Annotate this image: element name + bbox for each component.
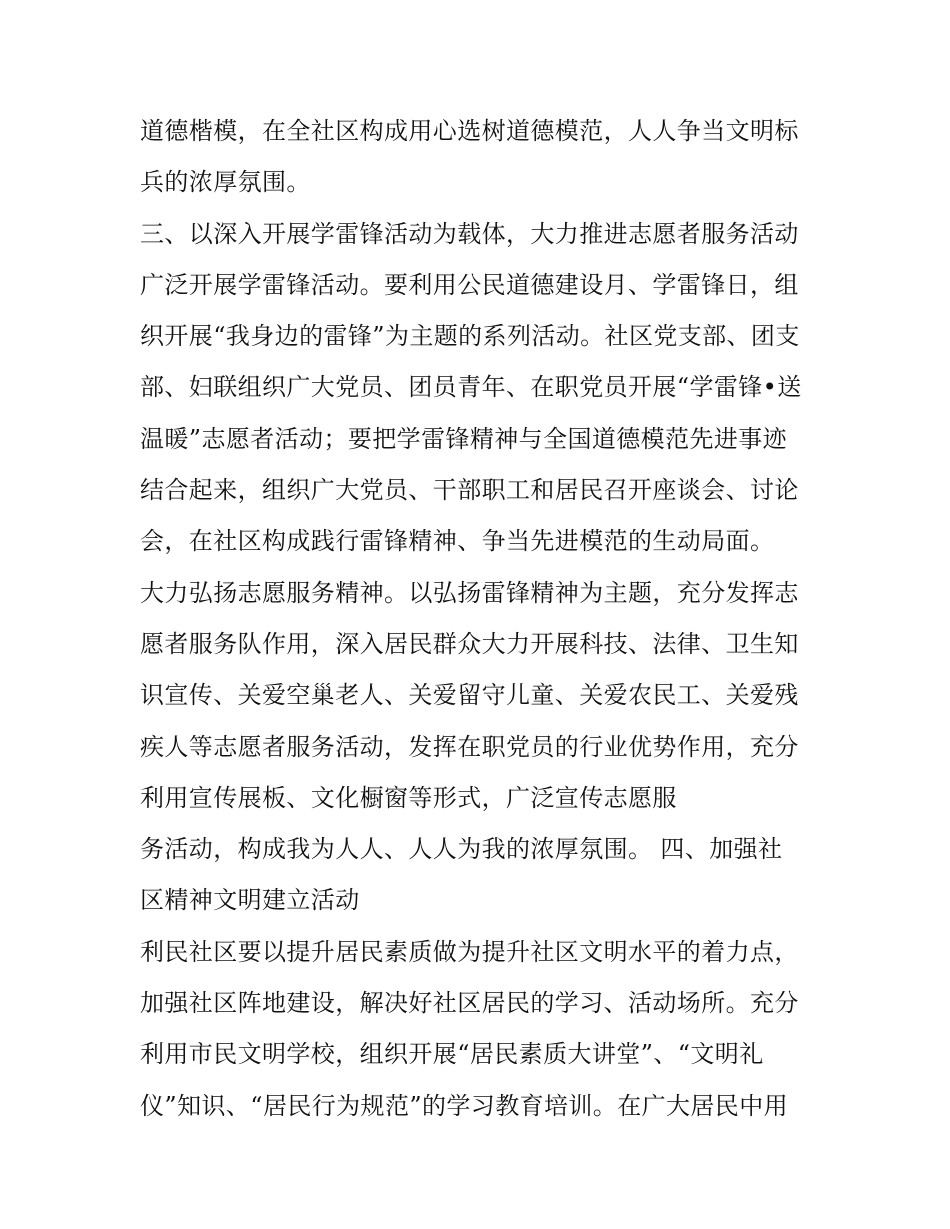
text-line-9: 会，在社区构成践行雷锋精神、争当先进模范的生动局面。	[140, 527, 775, 556]
text-line-20: 仪”知识、“居民行为规范”的学习教育培训。在广大居民中用	[140, 1091, 789, 1120]
text-line-13: 疾人等志愿者服务活动，发挥在职党员的行业优势作用，充分	[140, 732, 799, 761]
text-line-19: 利用市民文明学校，组织开展“居民素质大讲堂”、“文明礼	[140, 1040, 764, 1069]
text-line-18: 加强社区阵地建设，解决好社区居民的学习、活动场所。充分	[140, 989, 799, 1018]
text-line-11: 愿者服务队作用，深入居民群众大力开展科技、法律、卫生知	[140, 629, 799, 658]
section-heading-3: 三、以深入开展学雷锋活动为载体，大力推进志愿者服务活动	[140, 219, 799, 248]
text-line-1: 道德楷模，在全社区构成用心选树道德模范，人人争当文明标	[140, 117, 799, 145]
text-line-15: 务活动，构成我为人人、人人为我的浓厚氛围。 四、加强社	[140, 835, 783, 864]
text-line-12: 识宣传、关爱空巢老人、关爱留守儿童、关爱农民工、关爱残	[140, 681, 799, 710]
text-line-17: 利民社区要以提升居民素质做为提升社区文明水平的着力点，	[140, 937, 799, 966]
text-line-4: 广泛开展学雷锋活动。要利用公民道德建设月、学雷锋日，组	[140, 270, 799, 299]
body-text	[140, 106, 830, 1132]
section-heading-4: 区精神文明建立活动	[140, 886, 360, 915]
text-line-2: 兵的浓厚氛围。	[140, 168, 311, 197]
text-line-8: 结合起来，组织广大党员、干部职工和居民召开座谈会、讨论	[140, 476, 799, 505]
text-line-5: 织开展“我身边的雷锋”为主题的系列活动。社区党支部、团支	[140, 322, 800, 351]
text-line-7: 温暖”志愿者活动；要把学雷锋精神与全国道德模范先进事迹	[140, 424, 788, 453]
text-line-14: 利用宣传展板、文化橱窗等形式，广泛宣传志愿服	[140, 783, 677, 812]
text-line-6: 部、妇联组织广大党员、团员青年、在职党员开展“学雷锋•送	[140, 373, 802, 402]
text-line-10: 大力弘扬志愿服务精神。以弘扬雷锋精神为主题，充分发挥志	[140, 578, 799, 607]
